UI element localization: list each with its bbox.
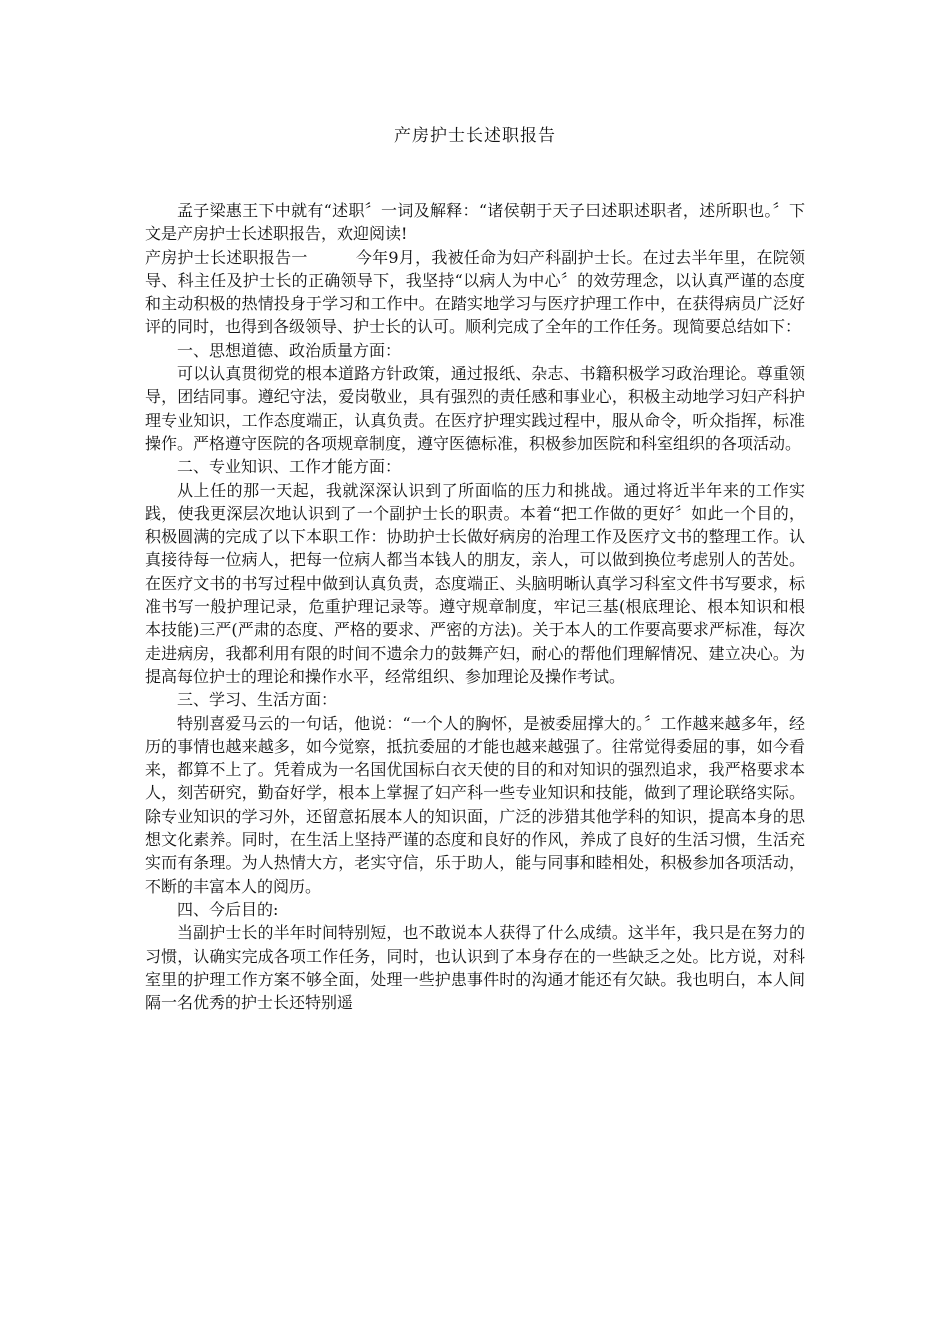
section4-heading: 四、今后目的: (177, 899, 279, 919)
section2-body: 从上任的那一天起，我就深深认识到了所面临的压力和挑战。通过将近半年来的工作实践，使我更深层次地认识到了一个副护士长的职责。本着“把工作做的更好〞如此一个目的，积极圆满的完成了以下本职工作：协助护士长做好病房的治理工作及医疗文书的整理工作。认真接待每一位病人，把每一位病人都当本钱人的朋友，亲人，可以做到换位考虑别人的苦处。在医疗文书的书写过程中做到认真负责，态度端正、头脑明晰认真学习科室文件书写要求，标准书写一般护理记录，危重护理记录等。遵守规章制度，牢记三基(根底理论、根本知识和根本技能)三严(严肃的态度、严格的要求、严密的方法)。关于本人的工作要高要求严标准，每次走进病房，我都利用有限的时间不遗余力的鼓舞产妇，耐心的帮他们理解情况、建立决心。为提高每位护士的理论和操作水平，经常组织、参加理论及操作考试。 (145, 480, 805, 686)
section1-heading: 一、思想道德、政治质量方面： (177, 340, 402, 360)
document-title: 产房护士长述职报告 (394, 126, 556, 146)
report-label: 产房护士长述职报告一 (145, 247, 308, 267)
section4-body: 当副护士长的半年时间特别短，也不敢说本人获得了什么成绩。这半年，我只是在努力的习惯，认确实完成各项工作任务，同时，也认识到了本身存在的一些缺乏之处。比方说，对科室里的护理工作方案不够全面，处理一些护患事件时的沟通才能还有欠缺。我也明白，本人间隔一名优秀的护士长还特别遥 (145, 923, 805, 1013)
report-opening-paragraph (145, 246, 805, 339)
report-opening-text: 今年9月，我被任命为妇产科副护士长。在过去半年里，在院领导、科主任及护士长的正确领导下，我坚持“以病人为中心〞的效劳理念，以认真严谨的态度和主动积极的热情投身于学习和工作中。在踏实地学习与医疗护理工作中，在获得病员广泛好评的同时，也得到各级领导、护士长的认可。顺利完成了全年的工作任务。现简要总结如下： (145, 247, 805, 337)
intro-paragraph: 孟子梁惠王下中就有“述职〞一词及解释：“诸侯朝于天子曰述职述职者，述所职也。〞下文是产房护士长述职报告，欢迎阅读! (145, 201, 805, 244)
section1-body: 可以认真贯彻党的根本道路方针政策，通过报纸、杂志、书籍积极学习政治理论。尊重领导，团结同事。遵纪守法，爱岗敬业，具有强烈的责任感和事业心，积极主动地学习妇产科护理专业知识，工作态度端正，认真负责。在医疗护理实践过程中，服从命令，听众指挥，标准操作。严格遵守医院的各项规章制度，遵守医德标准，积极参加医院和科室组织的各项活动。 (145, 364, 805, 453)
document-body (145, 199, 805, 1014)
section3-heading: 三、学习、生活方面： (177, 690, 338, 710)
section2-heading: 二、专业知识、工作才能方面： (177, 457, 402, 477)
section3-body: 特别喜爱马云的一句话，他说：“一个人的胸怀，是被委屈撑大的。〞工作越来越多年，经历的事情也越来越多，如今觉察，抵抗委屈的才能也越来越强了。往常觉得委屈的事，如今看来，都算不上了。凭着成为一名国优国标白衣天使的目的和对知识的强烈追求，我严格要求本人，刻苦研究，勤奋好学，根本上掌握了妇产科一些专业知识和技能，做到了理论联络实际。除专业知识的学习外，还留意拓展本人的知识面，广泛的涉猎其他学科的知识，提高本身的思想文化素养。同时，在生活上坚持严谨的态度和良好的作风，养成了良好的生活习惯，生活充实而有条理。为人热情大方，老实守信，乐于助人，能与同事和睦相处，积极参加各项活动，不断的丰富本人的阅历。 (145, 713, 805, 896)
